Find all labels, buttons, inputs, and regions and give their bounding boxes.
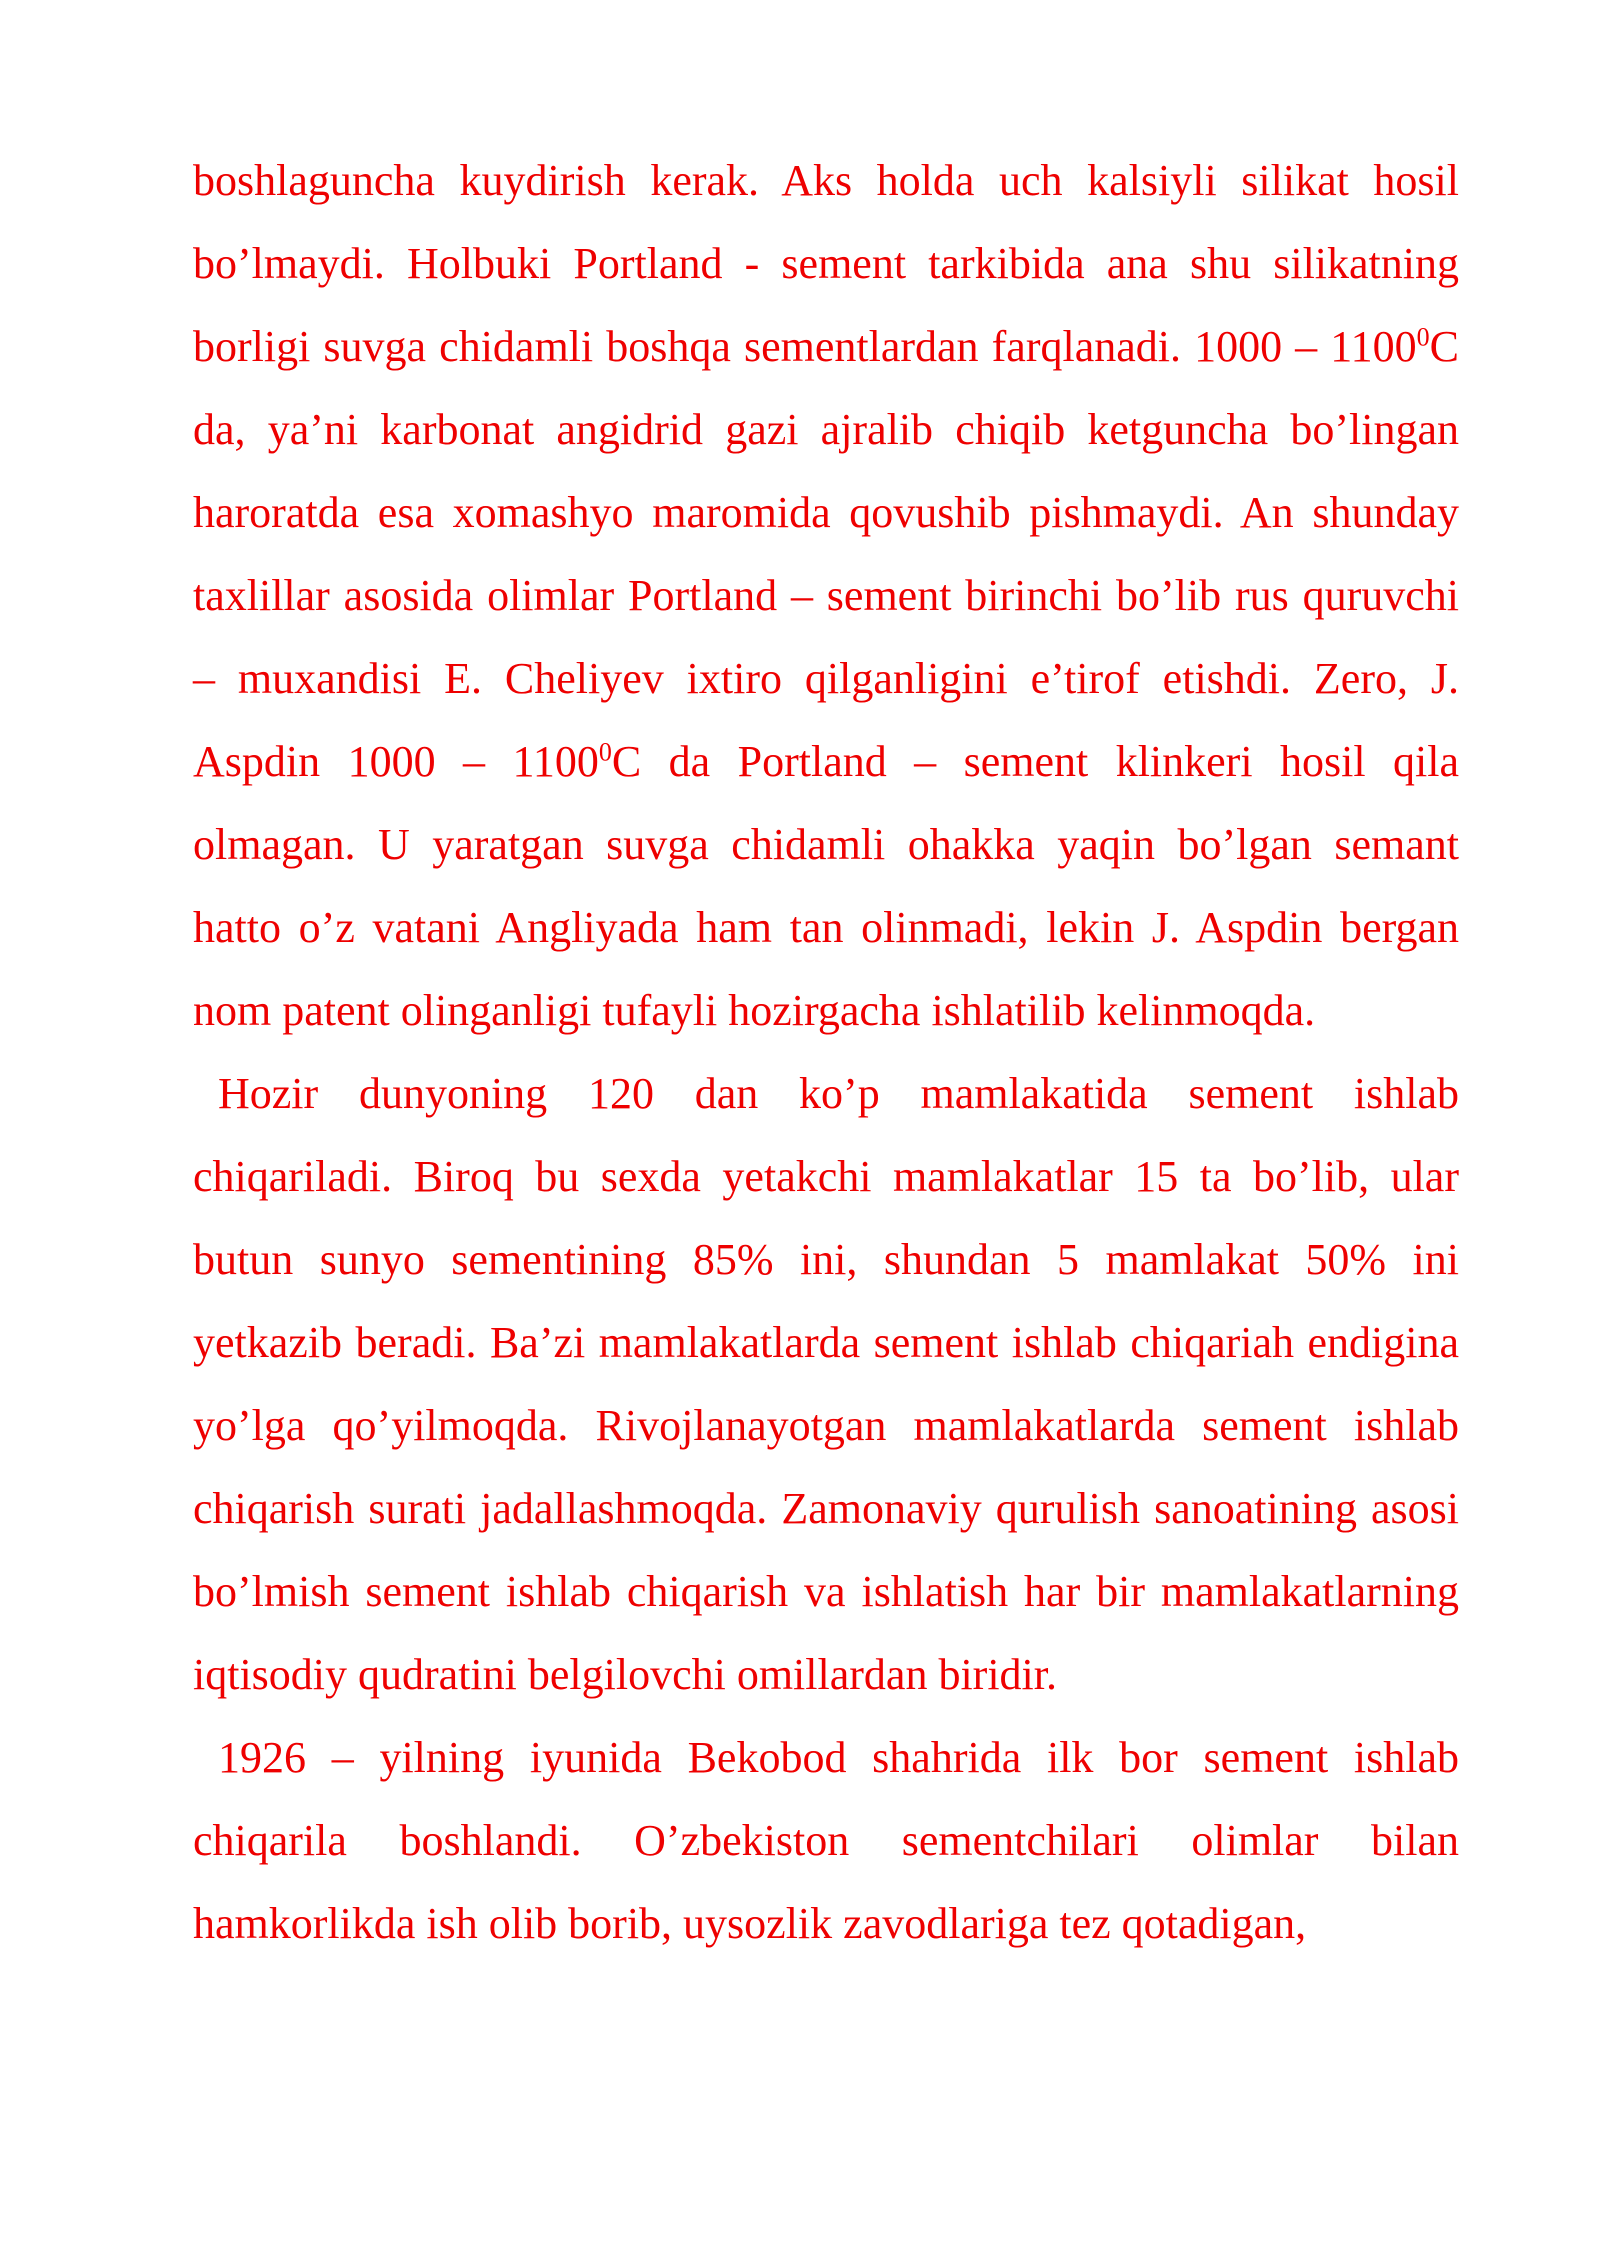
document-page — [193, 139, 1459, 1965]
text-run: C da Portland – sement klinkeri hosil qila olmagan. U yaratgan suvga chidamli ohakka yaqin bo’lgan semant hatto o’z vatani Angliyada ham tan olinmadi, lekin J. Aspdin bergan nom patent olinganligi tufayli hozirgacha ishlatilib kelinmoqda. — [193, 737, 1459, 1035]
text-run: 1926 – yilning iyunida Bekobod shahrida ilk bor sement ishlab chiqarila boshlandi. O’zbekiston sementchilari olimlar bilan hamkorlikda ish olib borib, uysozlik zavodlariga tez qotadigan, — [193, 1733, 1459, 1948]
text-run: boshlaguncha kuydirish kerak. Aks holda uch kalsiyli silikat hosil bo’lmaydi. Holbuki Portland - sement tarkibida ana shu silikatning borligi suvga chidamli boshqa sementlardan farqlanadi. 1000 – 1100 — [193, 156, 1459, 371]
text-run: Hozir dunyoning 120 dan ko’p mamlakatida sement ishlab chiqariladi. Biroq bu sexda yetakchi mamlakatlar 15 ta bo’lib, ular butun sunyo sementining 85% ini, shundan 5 mamlakat 50% ini yetkazib beradi. Ba’zi mamlakatlarda sement ishlab chiqariah endigina yo’lga qo’yilmoqda. Rivojlanayotgan mamlakatlarda sement ishlab chiqarish surati jadallashmoqda. Zamonaviy qurulish sanoatining asosi bo’lmish sement ishlab chiqarish va ishlatish har bir mamlakatlarning iqtisodiy qudratini belgilovchi omillardan biridir. — [193, 1069, 1459, 1699]
paragraph-world-production — [193, 1052, 1459, 1716]
paragraph-cement-history — [193, 139, 1459, 1052]
text-run: C da, ya’ni karbonat angidrid gazi ajralib chiqib ketguncha bo’lingan haroratda esa xomashyo maromida qovushib pishmaydi. An shunday taxlillar asosida olimlar Portland – sement birinchi bo’lib rus quruvchi – muxandisi E. Cheliyev ixtiro qilganligini e’tirof etishdi. Zero, J. Aspdin 1000 – 1100 — [193, 322, 1459, 786]
degree-superscript: 0 — [598, 737, 612, 767]
paragraph-uzbekistan-cement — [193, 1716, 1459, 1965]
degree-superscript: 0 — [1416, 322, 1430, 352]
